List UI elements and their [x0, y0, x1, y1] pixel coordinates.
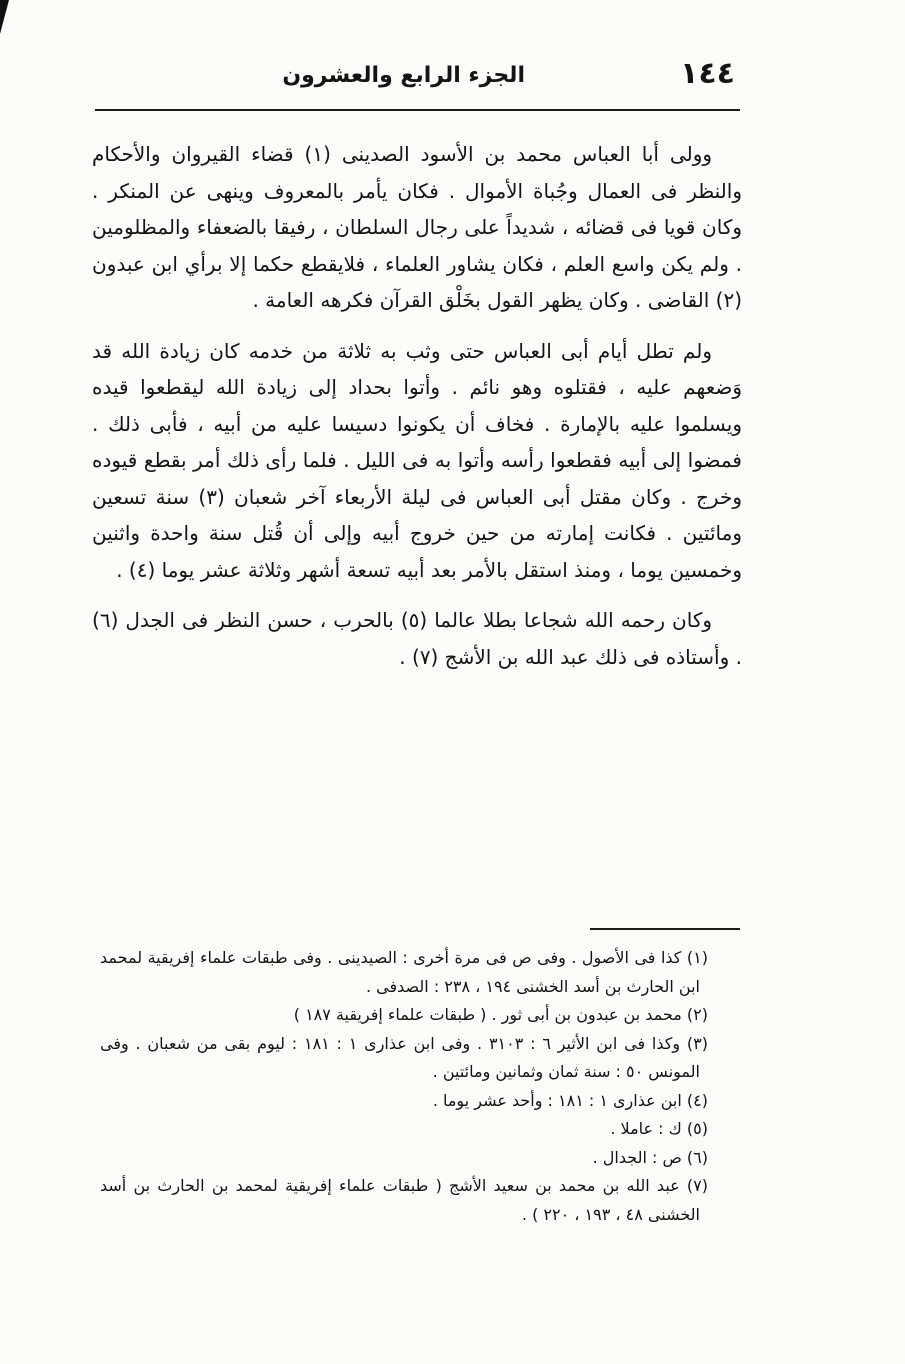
page-number: ١٤٤: [680, 56, 735, 91]
running-title: الجزء الرابع والعشرون: [282, 63, 525, 88]
footnote-rule: [590, 928, 740, 930]
footnotes: [100, 944, 740, 1229]
main-text: [92, 136, 742, 689]
footnote: (١) كذا فى الأصول . وفى ص فى مرة أخرى : الصيدينى . وفى طبقات علماء إفريقية لمحمد ابن الحارث بن أسد الخشنى ١٩٤ ، ٢٣٨ : الصدفى .: [100, 948, 708, 996]
footnote: (٣) وكذا فى ابن الأثير ٦ : ٣١٠٣ . وفى ابن عذارى ١ : ١٨١ : ليوم بقى من شعبان . وفى المونس ٥٠ : سنة ثمان وثمانين ومائتين .: [100, 1033, 708, 1081]
footnote: (٢) محمد بن عبدون بن أبى ثور . ( طبقات علماء إفريقية ١٨٧ ): [293, 1005, 708, 1024]
paragraph: ولم تطل أيام أبى العباس حتى وثب به ثلاثة من خدمه كان زيادة الله قد وَضعهم عليه ، فقتلوه وهو نائم . وأتوا بحداد إلى زيادة الله ليقطعوا قيده ويسلموا عليه بالإمارة . فخاف أن يكونوا دسيسا عليه من أبيه ، فأبى ذلك . فمضوا إلى أبيه فقطعوا رأسه وأتوا به فى الليل . فلما رأى ذلك أمر بقطع قيوده وخرج . وكان مقتل أبى العباس فى ليلة الأربعاء آخر شعبان (٣) سنة تسعين ومائتين . فكانت إمارته من حين خروج أبيه وإلى أن قُتل سنة واحدة واثنين وخمسين يوما ، ومنذ استقل بالأمر بعد أبيه تسعة أشهر وثلاثة عشر يوما (٤) .: [92, 338, 742, 582]
footnote: (٥) ك : عاملا .: [610, 1119, 708, 1138]
footnote: (٤) ابن عذارى ١ : ١٨١ : وأحد عشر يوما .: [432, 1090, 708, 1110]
paragraph: وولى أبا العباس محمد بن الأسود الصدينى (١) قضاء القيروان والأحكام والنظر فى العمال وجُباة الأموال . فكان يأمر بالمعروف وينهى عن المنكر . وكان قويا فى قضائه ، شديداً على رجال السلطان ، رفيقا بالضعفاء والمظلومين . ولم يكن واسع العلم ، فكان يشاور العلماء ، فلايقطع حكما إلا برأي ابن عبدون (٢) القاضى . وكان يظهر القول بخَلْق القرآن فكرهه العامة .: [92, 142, 742, 312]
footnote: (٧) عبد الله بن محمد بن سعيد الأشج ( طبقات علماء إفريقية لمحمد بن الحارث بن أسد الخشنى ٤٨ ، ١٩٣ ، ٢٢٠ ) .: [100, 1176, 708, 1224]
footnote: (٦) ص : الجدال .: [592, 1147, 708, 1167]
page-header: [95, 54, 735, 104]
header-rule: [95, 109, 740, 111]
scan-corner-mark: [0, 0, 9, 34]
paragraph: وكان رحمه الله شجاعا بطلا عالما (٥) بالحرب ، حسن النظر فى الجدل (٦) . وأستاذه فى ذلك عبد الله بن الأشج (٧) .: [92, 608, 742, 669]
